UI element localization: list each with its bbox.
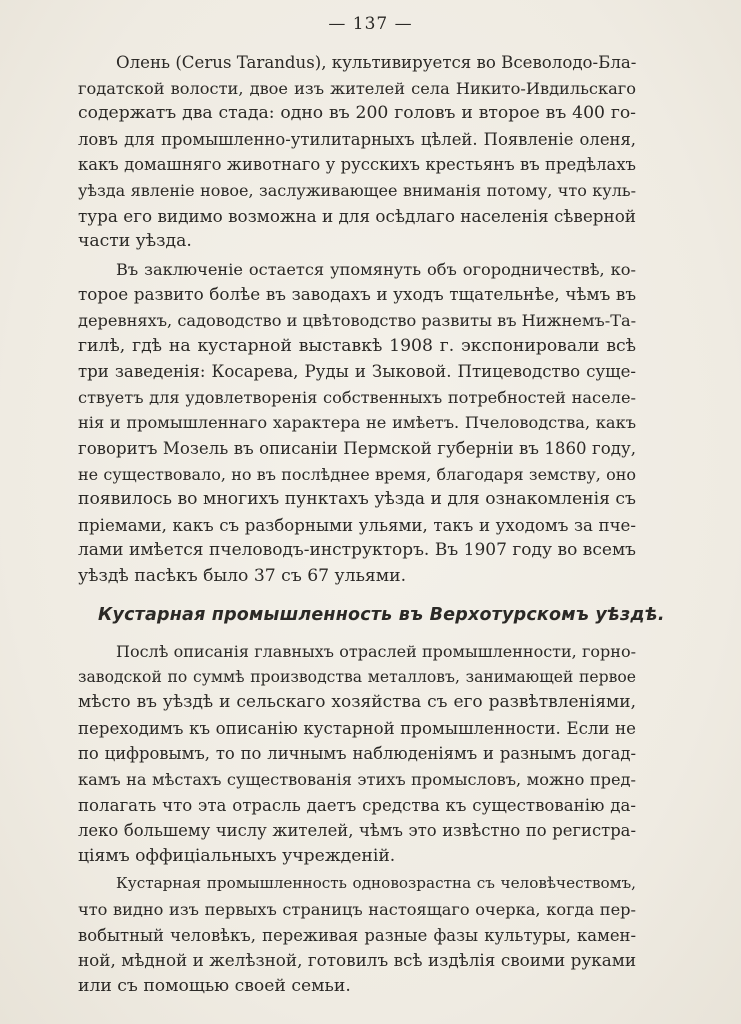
- document-body: [78, 50, 665, 999]
- text-line: что видно изъ первыхъ страницъ настоящаго очерка, когда пер-: [78, 900, 636, 919]
- text-line: переходимъ къ описанію кустарной промышленности. Если не: [78, 718, 636, 738]
- paragraph-gardening: [78, 257, 636, 590]
- text-line: три заведенія: Косарева, Руды и Зыковой. Птицеводство суще-: [78, 362, 636, 382]
- text-line: гилѣ, гдѣ на кустарной выставкѣ 1908 г. экспонировали всѣ: [78, 335, 636, 356]
- text-line: части уѣзда.: [78, 231, 192, 252]
- text-line: лами имѣется пчеловодъ-инструкторъ. Въ 1907 году во всемъ: [78, 540, 636, 561]
- text-line: или съ помощью своей семьи.: [78, 975, 351, 996]
- text-line: Кустарная промышленность одновозрастна съ человѣчествомъ,: [116, 874, 636, 893]
- text-line: мѣсто въ уѣздѣ и сельскаго хозяйства съ его развѣтвленіями,: [78, 692, 636, 713]
- section-heading: Кустарная промышленность въ Верхотурскомъ уѣздѣ.: [98, 605, 665, 626]
- text-line: камъ на мѣстахъ существованія этихъ промысловъ, можно пред-: [78, 770, 636, 790]
- text-line: появилось во многихъ пунктахъ уѣзда и для ознакомленія съ: [78, 489, 636, 510]
- text-line: Послѣ описанія главныхъ отраслей промышленности, горно-: [116, 642, 636, 662]
- text-line: ціямъ оффиціальныхъ учрежденій.: [78, 845, 396, 866]
- text-line: леко большему числу жителей, чѣмъ это извѣстно по регистра-: [78, 821, 636, 841]
- page-number: — 137 —: [328, 14, 413, 34]
- text-line: ловъ для промышленно-утилитарныхъ цѣлей. Появленіе оленя,: [78, 129, 636, 149]
- text-line: нія и промышленнаго характера не имѣетъ. Пчеловодства, какъ: [78, 413, 636, 433]
- paragraph-reindeer: [78, 50, 636, 255]
- text-line: по цифровымъ, то по личнымъ наблюденіямъ и разнымъ догад-: [78, 744, 636, 764]
- paragraph-cottage-industry-intro: [78, 639, 636, 869]
- text-line: пріемами, какъ съ разборными ульями, такъ и уходомъ за пче-: [78, 515, 636, 535]
- text-line: полагать что эта отрасль даетъ средства къ существованію да-: [78, 795, 636, 815]
- text-line: тура его видимо возможна и для осѣдлаго населенія сѣверной: [78, 205, 636, 226]
- text-line: не существовало, но въ послѣднее время, благодаря земству, оно: [78, 464, 636, 484]
- text-line: вобытный человѣкъ, переживая разные фазы культуры, камен-: [78, 925, 636, 945]
- text-line: заводской по суммѣ производства металловъ, занимающей первое: [78, 667, 636, 686]
- text-line: торое развито болѣе въ заводахъ и уходъ тщательнѣе, чѣмъ въ: [78, 284, 636, 305]
- text-line: говоритъ Мозель въ описаніи Пермской губерніи въ 1860 году,: [78, 438, 636, 458]
- paragraph-cottage-industry-history: [78, 871, 636, 999]
- text-line: Въ заключеніе остается упомянуть объ огородничествѣ, ко-: [116, 259, 636, 279]
- text-line: ной, мѣдной и желѣзной, готовилъ всѣ издѣлія своими руками: [78, 950, 636, 971]
- text-line: какъ домашняго животнаго у русскихъ крестьянъ въ предѣлахъ: [78, 155, 636, 175]
- text-line: Олень (Cerus Tarandus), культивируется во Всеволодо-Бла-: [116, 53, 637, 72]
- text-line: уѣздѣ пасѣкъ было 37 съ 67 ульями.: [78, 565, 407, 586]
- text-line: ствуетъ для удовлетворенія собственныхъ потребностей населе-: [78, 387, 636, 407]
- text-line: содержатъ два стада: одно въ 200 головъ и второе въ 400 го-: [78, 103, 636, 124]
- text-line: деревняхъ, садоводство и цвѣтоводство развиты въ Нижнемъ-Та-: [78, 310, 637, 330]
- text-line: уѣзда явленіе новое, заслуживающее вниманія потому, что куль-: [78, 180, 636, 200]
- text-line: годатской волости, двое изъ жителей села Никито-Ивдильскаго: [78, 78, 636, 98]
